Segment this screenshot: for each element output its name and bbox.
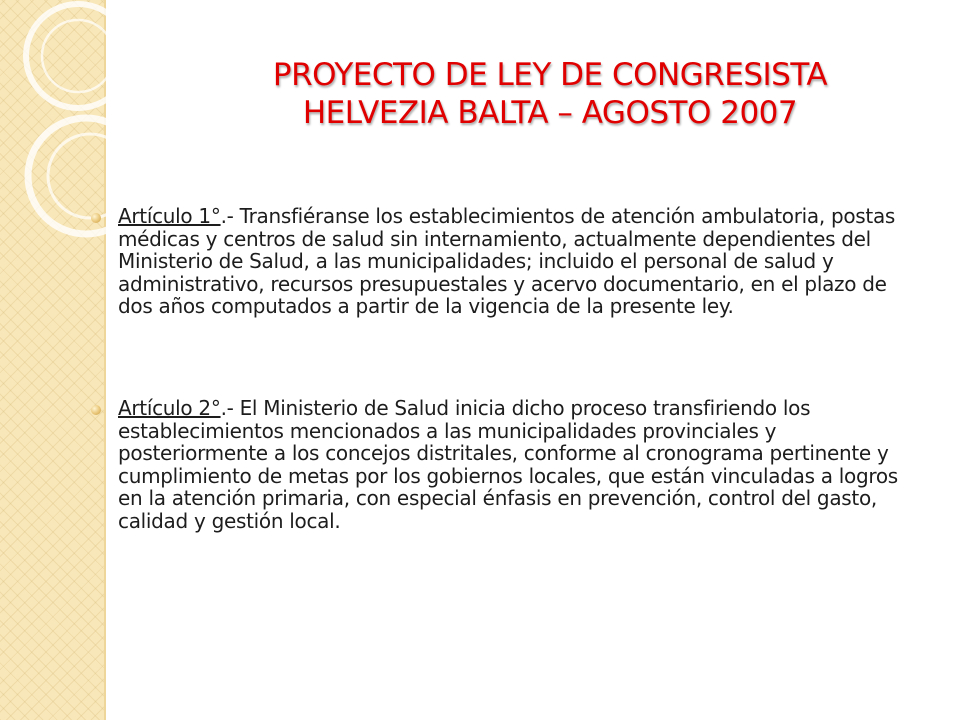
article-1-body: .- Transfiéranse los establecimientos de atención ambulatoria, postas médicas y centros de salud sin internamiento, actualmente dependientes del Ministerio de Salud, a las municipalidades; incluido el personal de salud y administrativo, recursos presupuestales y acervo documentario, en el plazo de dos años computados a partir de la vigencia de la presente ley. bbox=[118, 204, 896, 318]
article-1-heading: Artículo 1° bbox=[118, 204, 221, 228]
slide-title-line-2: HELVEZIA BALTA – AGOSTO 2007 bbox=[302, 95, 798, 131]
slide-title-line-1: PROYECTO DE LEY DE CONGRESISTA bbox=[272, 57, 828, 93]
slide-title bbox=[180, 56, 920, 132]
article-1-paragraph bbox=[118, 205, 908, 318]
article-2-heading: Artículo 2° bbox=[118, 396, 221, 420]
bullet-icon bbox=[91, 405, 101, 415]
article-2-body: .- El Ministerio de Salud inicia dicho proceso transfiriendo los establecimientos mencionados a las municipalidades provinciales y posteriormente a los concejos distritales, conforme al cronograma pertinente y cumplimiento de metas por los gobiernos locales, que están vinculadas a logros en la atención primaria, con especial énfasis en prevención, control del gasto, calidad y gestión local. bbox=[118, 396, 898, 533]
bullet-icon bbox=[91, 213, 101, 223]
article-2-paragraph bbox=[118, 397, 908, 532]
